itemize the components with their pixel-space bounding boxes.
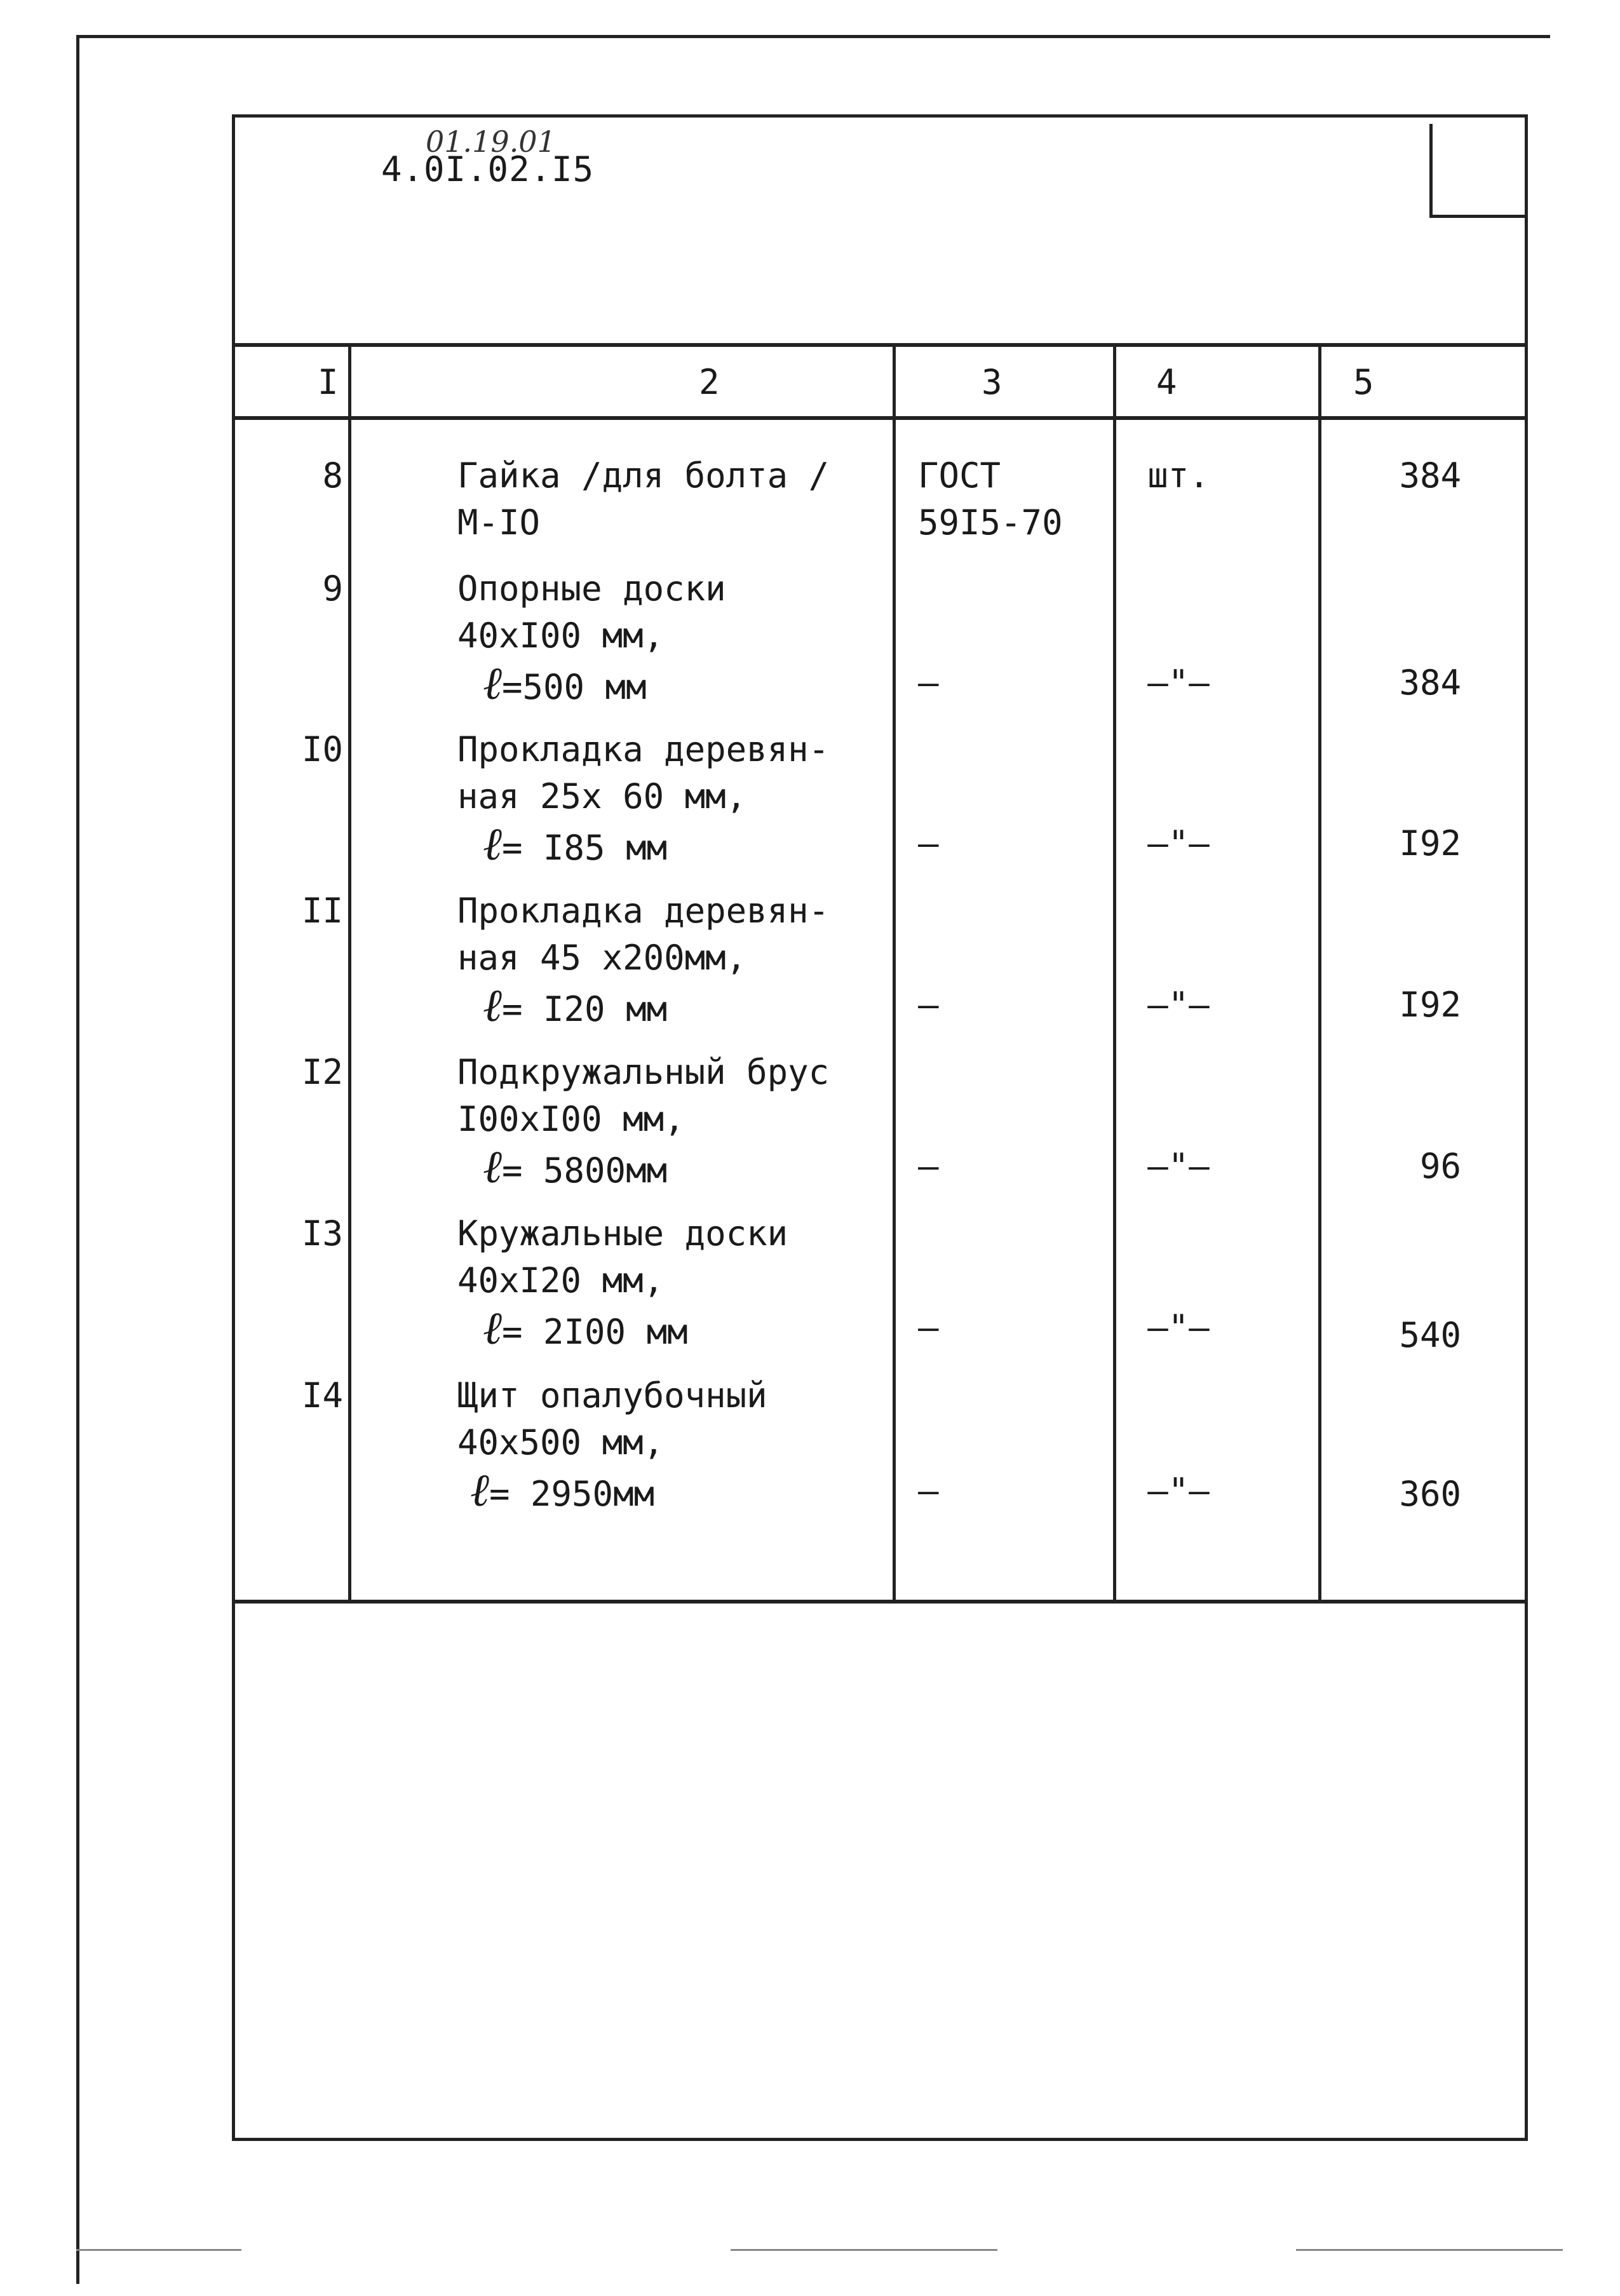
item-quantity: 360 — [1399, 1474, 1461, 1514]
row-number: II — [301, 891, 343, 931]
table-bottom-rule — [232, 1600, 1528, 1604]
item-quantity: 384 — [1399, 456, 1461, 496]
item-standard: – — [918, 1307, 939, 1347]
column-header-3: 3 — [982, 362, 1002, 402]
length-symbol: ℓ — [483, 1301, 502, 1354]
item-name: Гайка /для болта / М-IО — [457, 456, 830, 543]
row-number: I4 — [301, 1375, 343, 1415]
item-name: Щит опалубочный 40х500 мм, ℓ= 2950мм — [457, 1375, 767, 1516]
item-unit: –"– — [1147, 1471, 1210, 1511]
header-bottom-rule — [232, 416, 1528, 420]
row-number: 8 — [322, 456, 343, 496]
item-standard: – — [918, 1471, 939, 1511]
length-symbol: ℓ — [470, 1463, 489, 1516]
length-symbol: ℓ — [483, 978, 502, 1032]
handwritten-code: 01.19.01 — [426, 125, 556, 159]
item-quantity: I92 — [1399, 985, 1461, 1025]
scan-artifact — [1296, 2249, 1563, 2251]
item-unit: –"– — [1147, 1146, 1210, 1186]
item-standard: – — [918, 823, 939, 863]
item-standard: ГОСТ 59I5-70 — [918, 456, 1063, 543]
item-quantity: 540 — [1399, 1315, 1461, 1355]
column-header-2: 2 — [699, 362, 720, 402]
length-symbol: ℓ — [483, 817, 502, 870]
item-name: Прокладка деревян- ная 25х 60 мм, ℓ= I85 мм — [457, 729, 830, 870]
table-top-rule — [232, 343, 1528, 347]
item-quantity: I92 — [1399, 823, 1461, 863]
printed-code: 4.0I.02.I5 — [381, 149, 595, 189]
column-divider-1 — [348, 343, 351, 1604]
length-symbol: ℓ — [483, 1140, 502, 1193]
item-name: Опорные доски 40хI00 мм, ℓ=500 мм — [457, 569, 726, 710]
document-code — [381, 127, 594, 187]
scan-artifact — [731, 2249, 997, 2251]
length-symbol: ℓ — [483, 656, 502, 710]
row-number: I0 — [301, 729, 343, 769]
column-header-4: 4 — [1156, 362, 1177, 402]
column-header-5: 5 — [1353, 362, 1374, 402]
item-unit: –"– — [1147, 663, 1210, 703]
scan-artifact — [76, 2249, 241, 2251]
item-unit: –"– — [1147, 1307, 1210, 1347]
item-name: Кружальные доски 40хI20 мм, ℓ= 2I00 мм — [457, 1213, 788, 1354]
item-quantity: 384 — [1399, 663, 1461, 703]
row-number: I3 — [301, 1213, 343, 1253]
item-unit: –"– — [1147, 823, 1210, 863]
column-divider-2 — [893, 343, 896, 1604]
item-name: Подкружальный брус I00хI00 мм, ℓ= 5800мм — [457, 1052, 830, 1193]
stamp-box — [1429, 124, 1525, 218]
row-number: I2 — [301, 1052, 343, 1092]
column-header-1: I — [318, 362, 339, 402]
item-unit: –"– — [1147, 985, 1210, 1025]
item-standard: – — [918, 663, 939, 703]
row-number: 9 — [322, 569, 343, 609]
item-quantity: 96 — [1419, 1146, 1461, 1186]
item-standard: – — [918, 1146, 939, 1186]
item-name: Прокладка деревян- ная 45 х200мм, ℓ= I20 мм — [457, 891, 830, 1032]
column-divider-3 — [1113, 343, 1116, 1604]
item-standard: – — [918, 985, 939, 1025]
column-divider-4 — [1318, 343, 1321, 1604]
item-unit: шт. — [1147, 456, 1210, 496]
